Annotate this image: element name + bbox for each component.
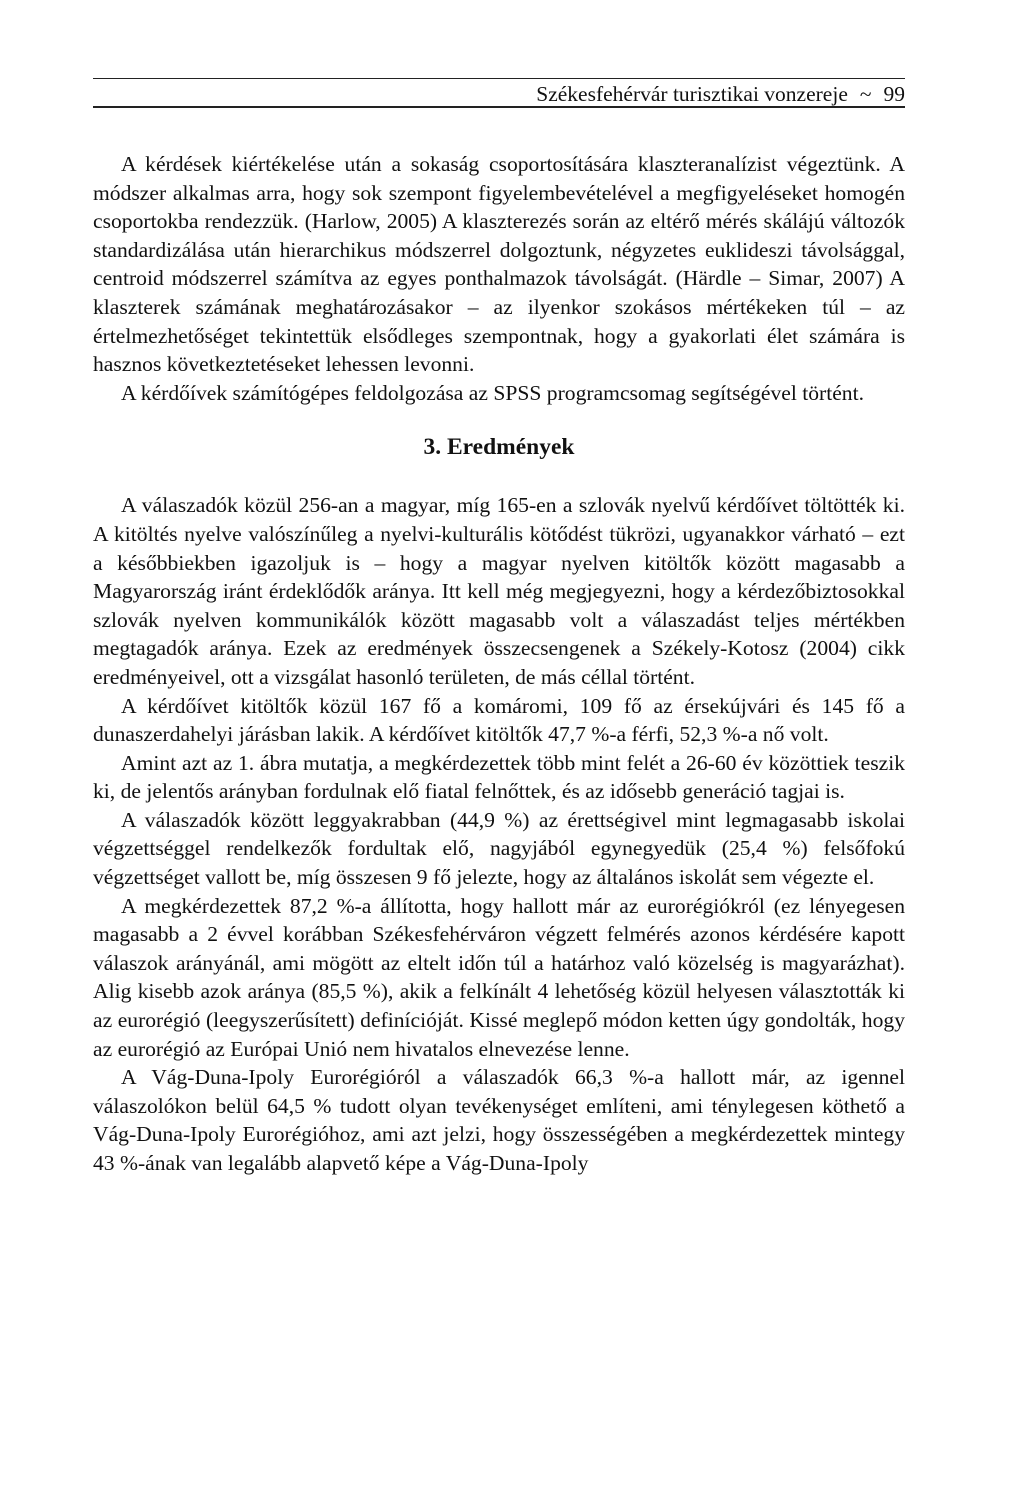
running-head (93, 78, 905, 108)
paragraph-districts: A kérdőívet kitöltők közül 167 fő a komáromi, 109 fő az érsekújvári és 145 fő a dunaszerdahelyi járásban lakik. A kérdőívet kitöltők 47,7 %-a férfi, 52,3 %-a nő volt. (93, 693, 905, 747)
paragraph-clustering-method: A kérdések kiértékelése után a sokaság csoportosítására klaszteranalízist végeztünk. A módszer alkalmas arra, hogy sok szempont figyelembevételével a megfigyeléseket homogén csoportokba rendezzük. (Harlow, 2005) A klaszterezés során az eltérő mérés skálájú változók standardizálása után hierarchikus módszerrel dolgoztunk, négyzetes euklideszi távolsággal, centroid módszerrel számítva az egyes ponthalmazok távolságát. (Härdle – Simar, 2007) A klaszterek számának meghatározásakor – az ilyenkor szokásos mértékeken túl – az értelmezhetőséget tekintettük elsődleges szempontnak, hogy a gyakorlati élet számára is hasznos következtetéseket lehessen levonni. (93, 152, 905, 377)
paragraph-vag-duna-ipoly: A Vág-Duna-Ipoly Eurorégióról a válaszadók 66,3 %-a hallott már, az igennel válaszolókon belül 64,5 % tudott olyan tevékenységet említeni, ami ténylegesen köthető a Vág-Duna-Ipoly Eurorégióhoz, ami azt jelzi, hogy összességében a megkérdezettek mintegy 43 %-ának van legalább alapvető képe a Vág-Duna-Ipoly (93, 1065, 905, 1175)
paragraph-age-distribution: Amint azt az 1. ábra mutatja, a megkérdezettek több mint felét a 26-60 év közöttiek teszik ki, de jelentős arányban fordulnak elő fiatal felnőttek, és az idősebb generáció tagjai is. (93, 750, 905, 804)
paragraph-euroregion-awareness: A megkérdezettek 87,2 %-a állította, hogy hallott már az eurorégiókról (ez lényegesen magasabb a 2 évvel korábban Székesfehérváron végzett felmérés azonos kérdésére kapott válaszok arányánál, ami mögött az eltelt időn túl a határhoz való közelség is magyarázhat). Alig kisebb azok aránya (85,5 %), akik a felkínált 4 lehetőség közül helyesen választották ki az eurorégió (leegyszerűsített) definícióját. Kissé meglepő módon ketten úgy gondolták, hogy az eurorégió az Európai Unió nem hivatalos elnevezése lenne. (93, 893, 905, 1061)
paragraph-education: A válaszadók között leggyakrabban (44,9 %) az érettségivel mint legmagasabb iskolai végzettséggel rendelkezők fordultak elő, nagyjából egynegyedük (25,4 %) felsőfokú végzettséget vallott be, míg összesen 9 fő jelezte, hogy az általános iskolát sem végezte el. (93, 807, 905, 890)
running-head-title: Székesfehérvár turisztikai vonzereje (536, 82, 848, 106)
paragraph-respondents-language: A válaszadók közül 256-an a magyar, míg 165-en a szlovák nyelvű kérdőívet töltötték ki. A kitöltés nyelve valószínűleg a nyelvi-kulturális kötődést tükrözi, ugyanakkor várható – ezt a későbbiekben igazoljuk is – hogy a magyar nyelven kitöltők között magasabb a Magyarország iránt érdeklődők aránya. Itt kell még megjegyezni, hogy a kérdezőbiztosokkal szlovák nyelven kommunikálók között magasabb volt a válaszadást teljes mértékben megtagadók aránya. Ezek az eredmények összecsengenek a Székely-Kotosz (2004) cikk eredményeivel, ott a vizsgálat hasonló területen, de más céllal történt. (93, 493, 905, 689)
section-heading: 3. Eredmények (423, 434, 575, 461)
page-number: 99 (883, 82, 905, 106)
running-head-separator: ~ (859, 82, 872, 106)
paragraph-spss: A kérdőívek számítógépes feldolgozása az SPSS programcsomag segítségével történt. (121, 380, 865, 405)
body-text (93, 150, 905, 1178)
